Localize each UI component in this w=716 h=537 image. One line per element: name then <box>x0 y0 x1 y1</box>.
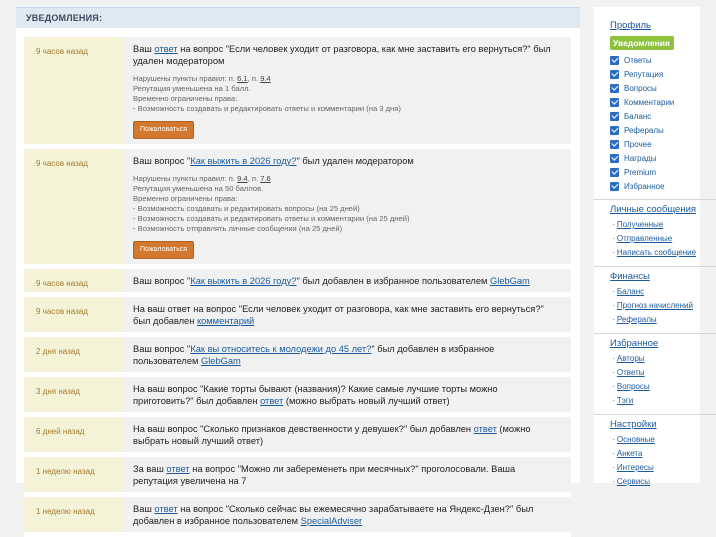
notification-row <box>24 337 571 377</box>
notification-content <box>124 149 571 264</box>
filter-checkbox-item[interactable] <box>610 81 700 95</box>
detail-line <box>133 214 559 224</box>
checkbox-checked-icon[interactable] <box>610 98 619 107</box>
detail-line <box>133 174 559 184</box>
filter-label: Вопросы <box>624 83 657 93</box>
inline-link[interactable]: ответ <box>260 396 284 406</box>
sidebar-link-label: Анкета <box>616 449 643 458</box>
sidebar-link[interactable] <box>610 366 700 380</box>
notification-text <box>133 303 559 327</box>
notification-text <box>133 503 559 527</box>
sidebar-link[interactable] <box>610 461 700 475</box>
inline-link[interactable]: Как выжить в 2026 году? <box>190 276 297 286</box>
inline-link[interactable]: ответ <box>154 504 178 514</box>
sidebar-link-label: Рефералы <box>616 315 657 324</box>
checkbox-checked-icon[interactable] <box>610 112 619 121</box>
text-run: За ваш <box>133 464 167 474</box>
text-run: , п. <box>247 174 261 183</box>
detail-line <box>133 74 559 84</box>
notification-content <box>124 457 571 492</box>
inline-link[interactable]: 6.1 <box>237 74 248 83</box>
inline-link[interactable]: комментарий <box>196 316 255 326</box>
notification-time: 3 дня назад <box>24 377 124 412</box>
filter-checkbox-item[interactable] <box>610 109 700 123</box>
filter-checkbox-item[interactable] <box>610 53 700 67</box>
checkbox-checked-icon[interactable] <box>610 56 619 65</box>
sidebar-link-label: Авторы <box>616 354 645 363</box>
sidebar-link-label: Отправленные <box>616 234 673 243</box>
sidebar-link[interactable] <box>610 285 700 299</box>
sidebar-section-title[interactable]: Избранное <box>610 338 659 349</box>
detail-line <box>133 184 559 194</box>
checkbox-checked-icon[interactable] <box>610 182 619 191</box>
filter-label: Репутация <box>624 69 664 79</box>
notification-time: 9 часов назад <box>24 149 124 264</box>
text-run: На ваш вопрос "Сколько признаков девственности у девушек?" был добавлен <box>133 424 474 434</box>
text-run: На ваш вопрос "Какие торты бывают (названия)? Какие самые лучшие торты можно приготовить?" был добавлен <box>133 384 498 406</box>
sidebar-link[interactable] <box>610 232 700 246</box>
text-run: Ваш вопрос " <box>133 156 191 166</box>
filter-checkbox-item[interactable] <box>610 95 700 109</box>
sidebar-link[interactable] <box>610 218 700 232</box>
notification-time: 9 часов назад <box>24 297 124 332</box>
sidebar-link-label: Написать сообщение <box>616 248 697 257</box>
filter-checkbox-item[interactable] <box>610 179 700 193</box>
sidebar-link[interactable] <box>610 447 700 461</box>
notification-filters <box>610 53 700 193</box>
notification-row <box>24 377 571 417</box>
text-run: " был добавлен в избранное пользователем <box>296 276 490 286</box>
sidebar-link[interactable] <box>610 394 700 408</box>
notification-row <box>24 149 571 269</box>
text-run: (можно выбрать новый лучший ответ) <box>283 396 450 406</box>
text-run: Репутация уменьшена на 1 балл. <box>133 84 251 93</box>
text-run: - Возможность создавать и редактировать ответы и комментарии (на 25 дней) <box>133 214 410 223</box>
notification-text <box>133 43 559 67</box>
notification-row <box>24 297 571 337</box>
notification-row <box>24 37 571 149</box>
detail-line <box>133 194 559 204</box>
text-run: Нарушены пункты правил: п. <box>133 74 238 83</box>
filter-label: Прочее <box>624 139 652 149</box>
sidebar-link[interactable] <box>610 380 700 394</box>
filter-checkbox-item[interactable] <box>610 151 700 165</box>
notifications-badge[interactable]: Уведомления <box>610 36 674 50</box>
inline-link[interactable]: 9.4 <box>260 74 271 83</box>
sidebar-divider <box>594 414 716 415</box>
inline-link[interactable]: ответ <box>166 464 190 474</box>
sidebar-link[interactable] <box>610 299 700 313</box>
inline-link[interactable]: 7.6 <box>260 174 271 183</box>
checkbox-checked-icon[interactable] <box>610 168 619 177</box>
text-run: на вопрос "Если человек уходит от разговора, как мне заставить его вернуться?" был удален модератором <box>133 44 551 66</box>
inline-link[interactable]: GlebGam <box>490 276 530 286</box>
notification-row <box>24 417 571 457</box>
filter-label: Баланс <box>624 111 652 121</box>
notification-time: 1 неделю назад <box>24 457 124 492</box>
notification-details <box>133 174 559 234</box>
detail-line <box>133 224 559 234</box>
text-run: Ваш <box>133 504 155 514</box>
inline-link[interactable]: Как вы относитесь к молодежи до 45 лет? <box>190 344 372 354</box>
text-run: " был добавлен в избранное пользователем <box>133 344 495 366</box>
sidebar-link[interactable] <box>610 352 700 366</box>
page-title: УВЕДОМЛЕНИЯ: <box>16 7 580 28</box>
sidebar-link-label: Тэги <box>616 396 634 405</box>
sidebar-divider <box>594 266 716 267</box>
sidebar-profile-link[interactable]: Профиль <box>610 20 652 31</box>
text-run: Временно ограничены права: <box>133 94 238 103</box>
filter-label: Ответы <box>624 55 652 65</box>
text-run: Репутация уменьшена на 50 баллов. <box>133 184 264 193</box>
sidebar-link-label: Интересы <box>616 463 654 472</box>
notification-text <box>133 383 559 407</box>
text-run: " был удален модератором <box>296 156 414 166</box>
notification-time: 9 часов назад <box>24 269 124 292</box>
checkbox-checked-icon[interactable] <box>610 154 619 163</box>
detail-line <box>133 94 559 104</box>
text-run: - Возможность создавать и редактировать вопросы (на 25 дней) <box>133 204 360 213</box>
notification-text <box>133 423 559 447</box>
filter-label: Premium <box>624 167 657 177</box>
text-run: На ваш ответ на вопрос "Если человек уходит от разговора, как мне заставить его вернуться?" был добавлен <box>133 304 544 326</box>
sidebar-link[interactable] <box>610 246 700 260</box>
notification-row <box>24 497 571 537</box>
sidebar-link-label: Прогноз начислений <box>616 301 693 310</box>
sidebar-divider <box>594 199 716 200</box>
sidebar-link[interactable] <box>610 475 700 489</box>
sidebar-section-title[interactable]: Настройки <box>610 419 657 430</box>
notification-content <box>124 377 571 412</box>
text-run: Ваш вопрос " <box>133 276 191 286</box>
notification-text <box>133 463 559 487</box>
checkbox-checked-icon[interactable] <box>610 126 619 135</box>
text-run: Ваш <box>133 44 155 54</box>
notification-text <box>133 275 559 287</box>
filter-label: Избранное <box>624 181 665 191</box>
text-run: (можно выбрать новый лучший ответ) <box>133 424 531 446</box>
notification-content <box>124 297 571 332</box>
inline-link[interactable]: SpecialAdviser <box>300 516 363 526</box>
text-run: Нарушены пункты правил: п. <box>133 174 238 183</box>
sidebar-section-title[interactable]: Финансы <box>610 271 650 282</box>
notification-time: 1 неделю назад <box>24 497 124 532</box>
notification-text <box>133 155 559 167</box>
detail-line <box>133 204 559 214</box>
text-run: Ваш вопрос " <box>133 344 191 354</box>
detail-line <box>133 84 559 94</box>
notification-content <box>124 337 571 372</box>
sidebar-link-label: Полученные <box>616 220 664 229</box>
filter-label: Комментарии <box>624 97 675 107</box>
notification-content <box>124 37 571 144</box>
text-run: на вопрос "Сколько сейчас вы ежемесячно зарабатываете на Яндекс-Дзен?" был добавлен в избранное пользователем <box>133 504 534 526</box>
sidebar-link-label: Основные <box>616 435 655 444</box>
filter-checkbox-item[interactable] <box>610 67 700 81</box>
complain-button[interactable]: Пожаловаться <box>133 241 194 259</box>
inline-link[interactable]: ответ <box>473 424 497 434</box>
sidebar <box>594 7 700 486</box>
notification-time: 6 дней назад <box>24 417 124 452</box>
notification-row <box>24 269 571 297</box>
notification-content <box>124 417 571 452</box>
text-run: Временно ограничены права: <box>133 194 238 203</box>
inline-link[interactable]: GlebGam <box>200 356 241 366</box>
detail-line <box>133 104 559 114</box>
filter-checkbox-item[interactable] <box>610 137 700 151</box>
sidebar-link-label: Баланс <box>616 287 645 296</box>
sidebar-link-label: Сервисы <box>616 477 651 486</box>
filter-label: Награды <box>624 153 657 163</box>
complain-button[interactable]: Пожаловаться <box>133 121 194 139</box>
notification-content <box>124 269 571 292</box>
inline-link[interactable]: 9.4 <box>237 174 248 183</box>
notification-content <box>124 497 571 532</box>
sidebar-link-label: Вопросы <box>616 382 650 391</box>
checkbox-checked-icon[interactable] <box>610 140 619 149</box>
sidebar-divider <box>594 333 716 334</box>
text-run: - Возможность создавать и редактировать ответы и комментарии (на 3 дня) <box>133 104 401 113</box>
text-run: , п. <box>247 74 261 83</box>
notification-row <box>24 457 571 497</box>
notifications-list <box>16 28 580 537</box>
filter-checkbox-item[interactable] <box>610 123 700 137</box>
notification-time: 9 часов назад <box>24 37 124 144</box>
notification-details <box>133 74 559 114</box>
notification-text <box>133 343 559 367</box>
sidebar-link[interactable] <box>610 313 700 327</box>
inline-link[interactable]: ответ <box>154 44 178 54</box>
sidebar-sections <box>610 199 700 489</box>
text-run: на вопрос "Можно ли забеременеть при месячных?" проголосовали. Ваша репутация увеличена на 7 <box>133 464 516 486</box>
inline-link[interactable]: Как выжить в 2026 году? <box>190 156 297 166</box>
sidebar-section-title[interactable]: Личные сообщения <box>610 204 697 215</box>
sidebar-link[interactable] <box>610 433 700 447</box>
checkbox-checked-icon[interactable] <box>610 84 619 93</box>
filter-label: Рефералы <box>624 125 664 135</box>
checkbox-checked-icon[interactable] <box>610 70 619 79</box>
sidebar-link-label: Ответы <box>616 368 645 377</box>
notification-time: 2 дня назад <box>24 337 124 372</box>
filter-checkbox-item[interactable] <box>610 165 700 179</box>
text-run: - Возможность отправлять личные сообщения (на 25 дней) <box>133 224 343 233</box>
notifications-panel <box>16 7 580 526</box>
